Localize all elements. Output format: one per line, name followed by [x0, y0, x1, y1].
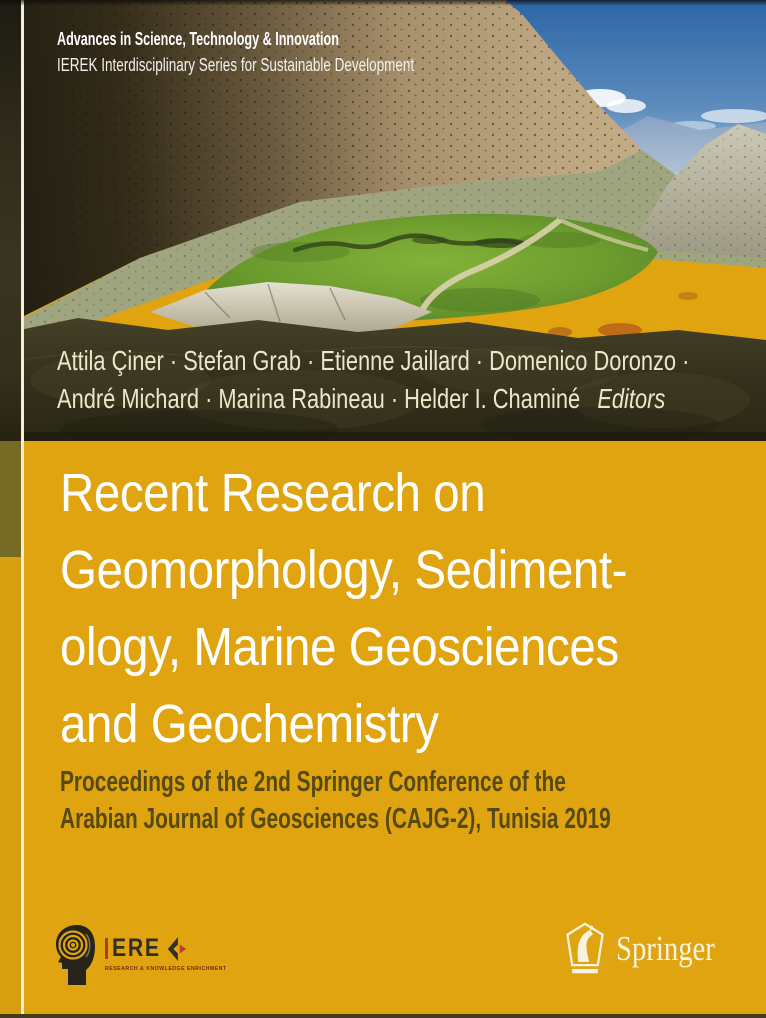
subtitle-line-2: Arabian Journal of Geosciences (CAJG-2), Tunisia 2019 [60, 803, 611, 835]
title-line-1: Recent Research on [60, 463, 486, 523]
ierek-wordmark-group [105, 924, 233, 972]
authors-block [57, 342, 766, 418]
title-line-2: Geomorphology, Sediment- [60, 540, 628, 600]
top-edge-shadow [0, 0, 766, 6]
subtitle-line-1: Proceedings of the 2nd Springer Conference of the [60, 766, 566, 798]
authors-line-1: Attila Çiner · Stefan Grab · Etienne Jaillard · Domenico Doronzo · [57, 345, 690, 376]
ierek-wordmark: ERE [112, 934, 161, 962]
authors-line-2 [57, 380, 689, 418]
ierek-head-icon [52, 924, 96, 986]
series-title: Advances in Science, Technology & Innovation [57, 29, 339, 49]
ierek-k-icon [167, 936, 187, 962]
springer-horse-icon [566, 921, 604, 977]
editors-label: Editors [597, 383, 666, 414]
bottom-edge-shadow [0, 1014, 766, 1018]
spine-separator-line [21, 0, 24, 1018]
series-subtitle: IEREK Interdisciplinary Series for Sustainable Development [57, 55, 415, 75]
ierek-logo [52, 924, 233, 986]
series-header [57, 26, 533, 78]
spine-photo-segment [0, 0, 21, 441]
spine-gold-segment [0, 557, 21, 1018]
ierek-tagline: RESEARCH & KNOWLEDGE ENRICHMENT [105, 966, 227, 972]
ierek-accent-bar-icon [105, 938, 108, 959]
springer-logo [566, 920, 737, 978]
authors-names: André Michard · Marina Rabineau · Helder I. Chaminé [57, 383, 581, 414]
title-line-3: ology, Marine Geosciences [60, 617, 619, 677]
title-line-4: and Geochemistry [60, 694, 439, 754]
springer-wordmark: Springer [616, 929, 715, 968]
book-title [60, 455, 704, 763]
spine-olive-segment [0, 441, 21, 557]
spine-strip [0, 0, 21, 1018]
book-subtitle [60, 764, 766, 838]
